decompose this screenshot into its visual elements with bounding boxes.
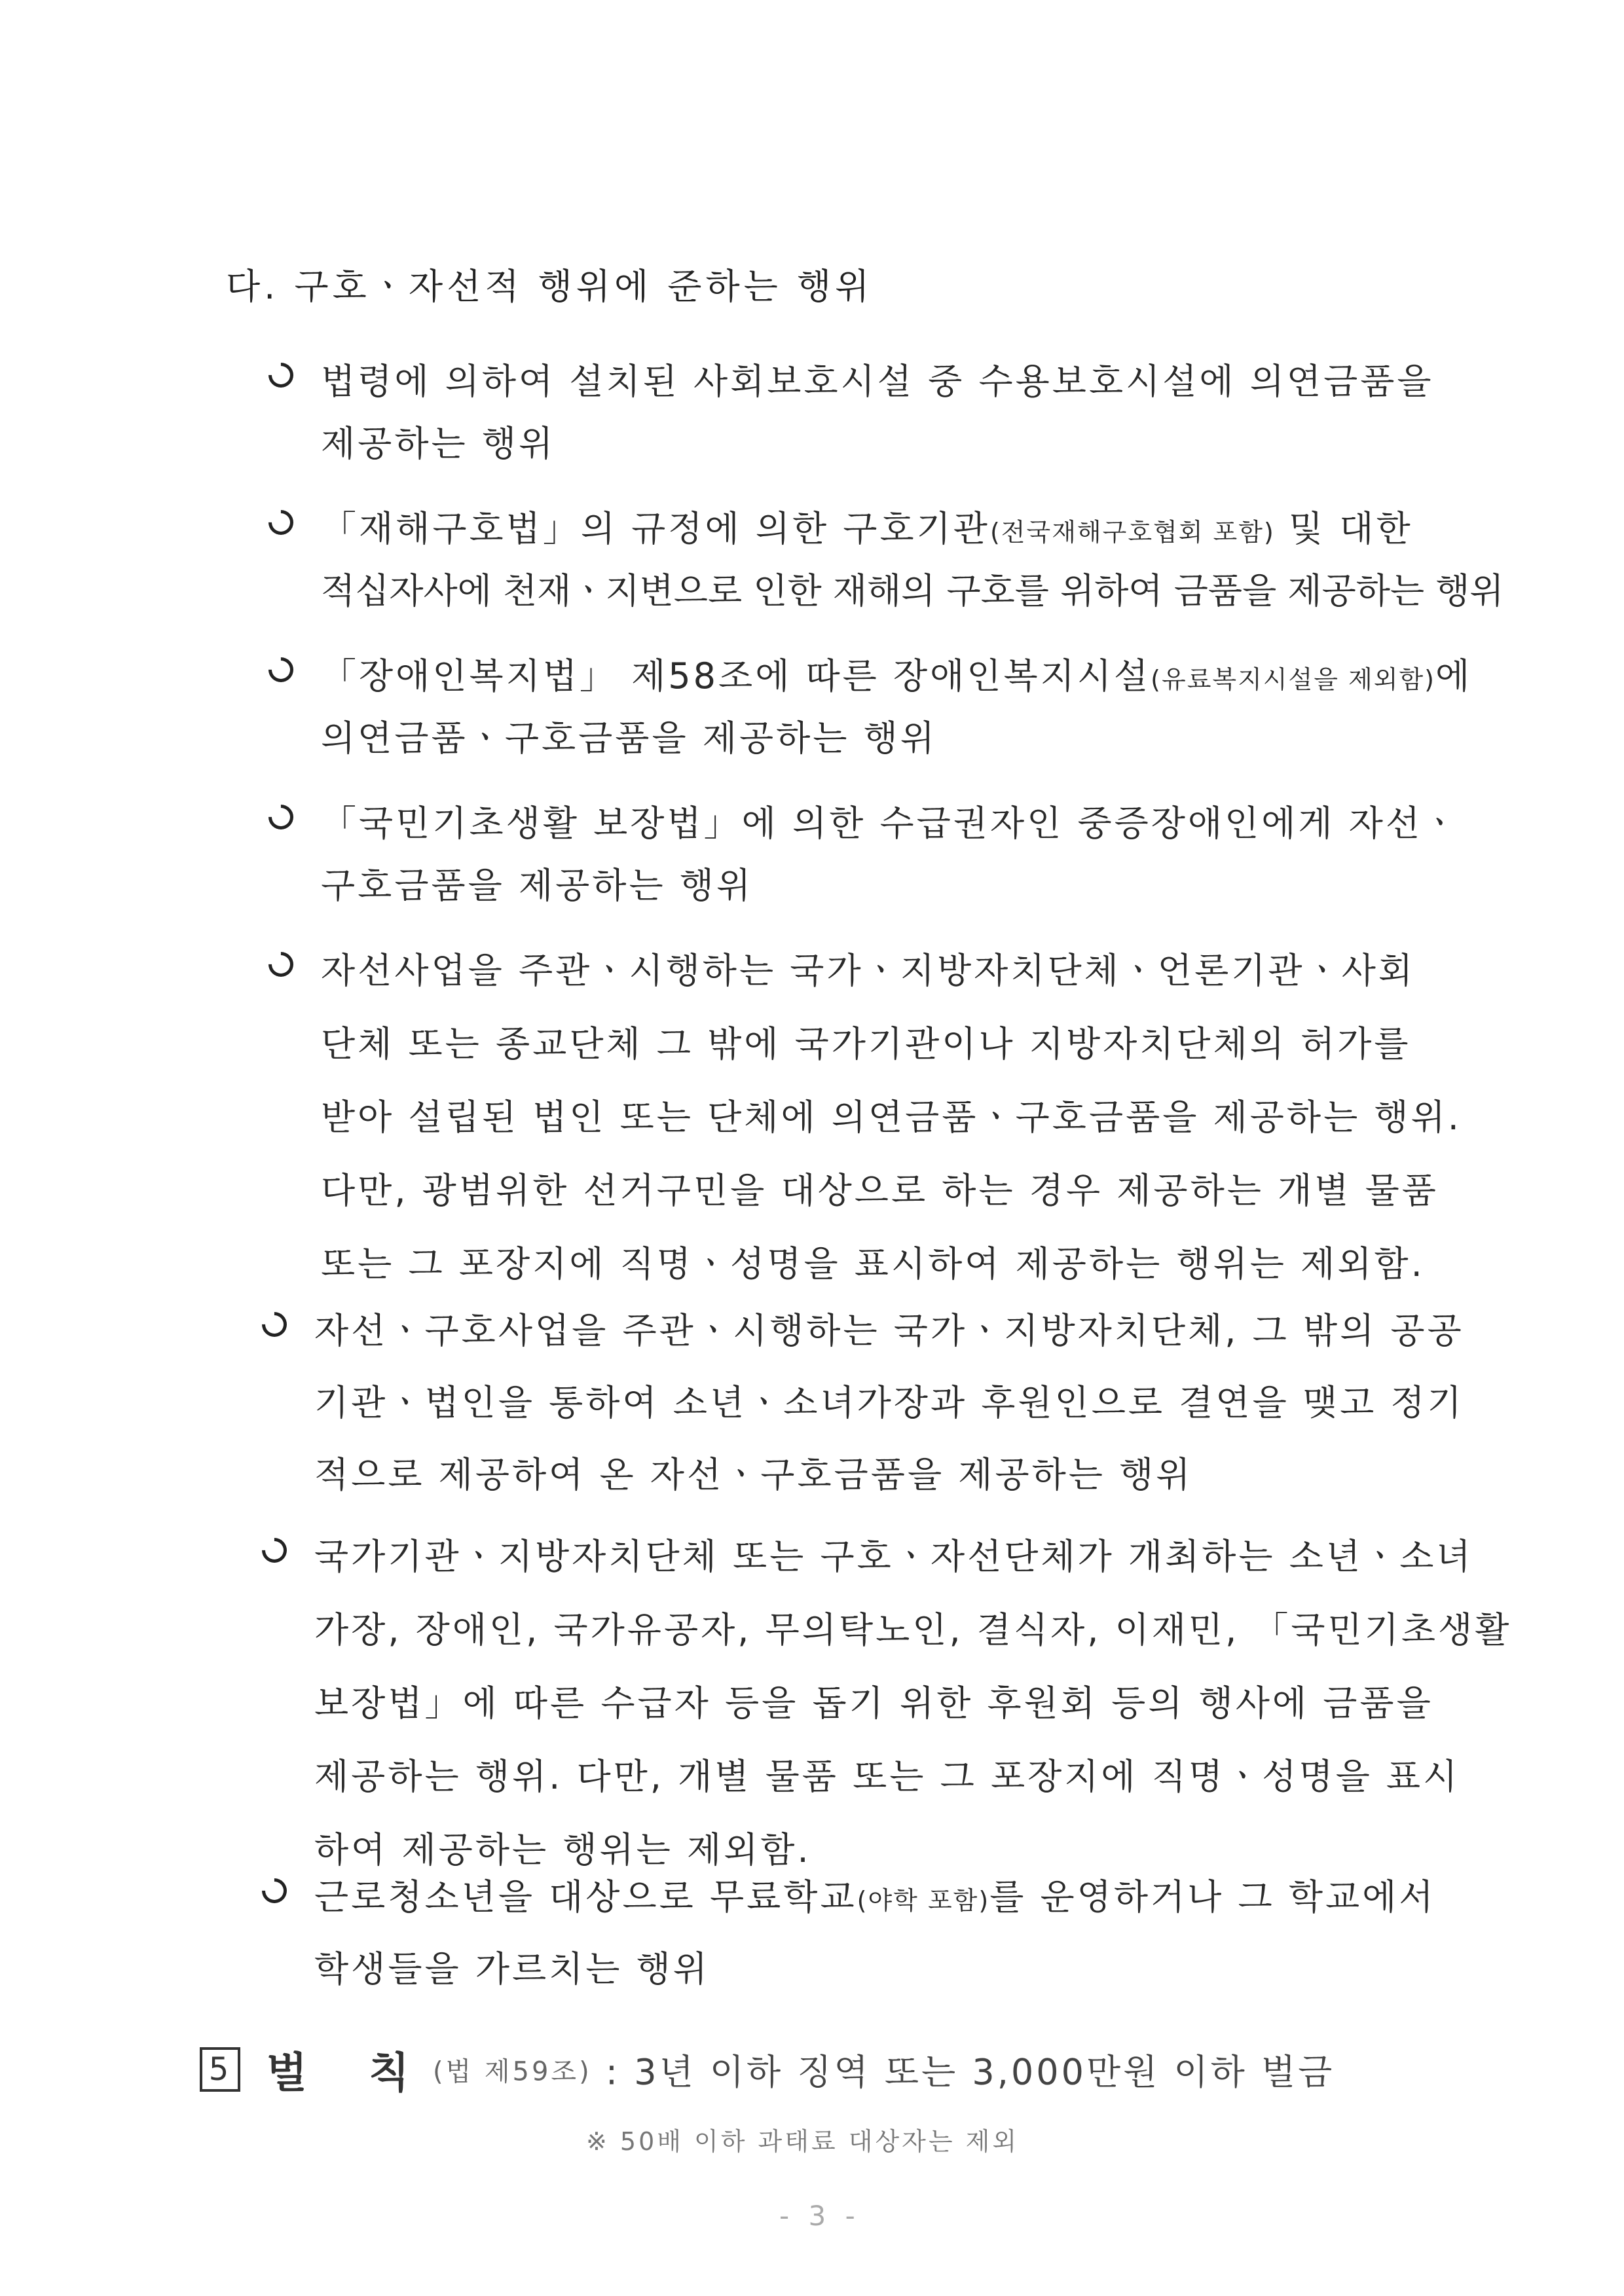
item-line: 보장법」에 따른 수급자 등을 돕기 위한 후원회 등의 행사에 금품을 [314,1683,1433,1724]
item-line: 제공하는 행위. 다만, 개별 물품 또는 그 포장지에 직명ㆍ성명을 표시 [314,1756,1460,1797]
section-number-box: 5 [200,2047,240,2092]
item-text: 에 [1435,655,1473,697]
item-line: 의연금품ㆍ구호금품을 제공하는 행위 [321,718,937,759]
item-small-text: (야학 포함) [857,1886,990,1915]
item-line: 자선사업을 주관ㆍ시행하는 국가ㆍ지방자치단체ㆍ언론기관ㆍ사회 [321,950,1416,991]
penalty-note: ※ 50배 이하 과태료 대상자는 제외 [586,2127,1020,2156]
circle-bullet-icon [263,947,299,982]
item-line: 적으로 제공하여 온 자선ㆍ구호금품을 제공하는 행위 [314,1454,1193,1495]
item-line: 다만, 광범위한 선거구민을 대상으로 하는 경우 제공하는 개별 물품 [321,1170,1439,1211]
item-text: 「재해구호법」의 규정에 의한 구호기관 [321,508,990,549]
circle-bullet-icon [263,652,299,687]
circle-bullet-icon [263,505,299,540]
item-line: 자선ㆍ구호사업을 주관ㆍ시행하는 국가ㆍ지방자치단체, 그 밖의 공공 [314,1310,1464,1351]
item-line: 받아 설립된 법인 또는 단체에 의연금품ㆍ구호금품을 제공하는 행위. [321,1097,1462,1138]
circle-bullet-icon [257,1307,292,1342]
item-line: 단체 또는 종교단체 그 밖에 국가기관이나 지방자치단체의 허가를 [321,1023,1411,1065]
circle-bullet-icon [263,357,299,393]
penalty-reference: (법 제59조) [432,2056,592,2087]
item-line [314,1869,1436,1920]
item-line: 하여 제공하는 행위는 제외함. [314,1829,811,1870]
item-line: 제공하는 행위 [321,423,556,464]
item-small-text: (전국재해구호협회 포함) [989,518,1275,547]
circle-bullet-icon [257,1873,292,1908]
item-text: 및 대한 [1274,508,1413,549]
item-line: 적십자사에 천재ㆍ지변으로 인한 재해의 구호를 위하여 금품을 제공하는 행위 [321,570,1504,611]
item-text: 근로청소년을 대상으로 무료학교 [314,1876,857,1918]
penalty-line [200,2039,1335,2100]
item-text: 「장애인복지법」 제58조에 따른 장애인복지시설 [321,655,1151,697]
page-number: - 3 - [779,2200,860,2232]
item-line: 법령에 의하여 설치된 사회보호시설 중 수용보호시설에 의연금품을 [321,361,1434,402]
item-line: 「국민기초생활 보장법」에 의한 수급권자인 중증장애인에게 자선ㆍ [321,803,1460,844]
item-line: 학생들을 가르치는 행위 [314,1948,710,1990]
penalty-text: : 3년 이하 징역 또는 3,000만원 이하 벌금 [591,2051,1335,2093]
item-line: 구호금품을 제공하는 행위 [321,865,754,906]
circle-bullet-icon [263,799,299,835]
item-small-text: (유료복지시설을 제외함) [1151,665,1435,694]
item-line [321,501,1413,551]
item-line: 또는 그 포장지에 직명ㆍ성명을 표시하여 제공하는 행위는 제외함. [321,1243,1425,1285]
item-line: 가장, 장애인, 국가유공자, 무의탁노인, 결식자, 이재민, 「국민기초생활 [314,1609,1512,1650]
penalty-title: 벌 칙 [267,2049,433,2098]
circle-bullet-icon [257,1533,292,1568]
section-heading: 다. 구호ㆍ자선적 행위에 준하는 행위 [226,266,874,307]
item-line: 기관ㆍ법인을 통하여 소년ㆍ소녀가장과 후원인으로 결연을 맺고 정기 [314,1382,1464,1423]
item-line [321,648,1472,699]
item-text: 를 운영하거나 그 학교에서 [989,1876,1436,1918]
item-line: 국가기관ㆍ지방자치단체 또는 구호ㆍ자선단체가 개최하는 소년ㆍ소녀 [314,1536,1473,1577]
